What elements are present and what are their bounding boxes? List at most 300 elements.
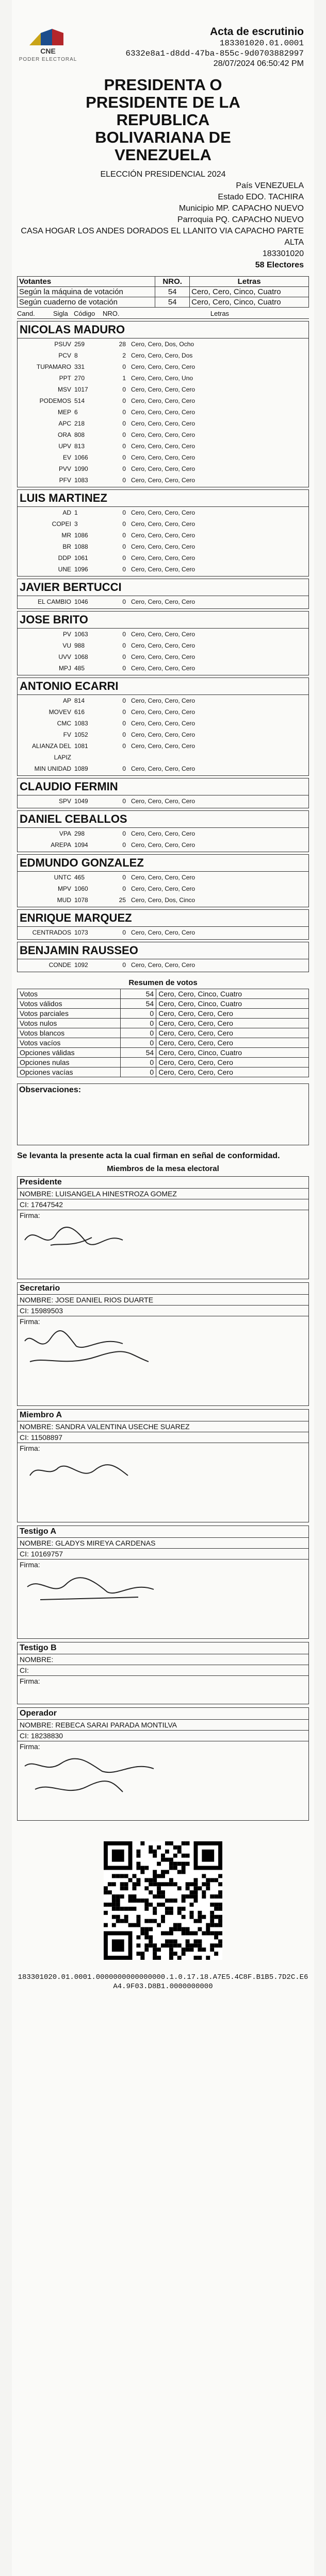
acta-receipt bbox=[12, 0, 314, 2576]
party-code: 485 bbox=[74, 665, 85, 672]
party-row bbox=[18, 795, 308, 807]
candidates-subheader bbox=[17, 310, 309, 319]
candidate-name: NICOLAS MADURO bbox=[18, 321, 308, 338]
party-votes: 0 bbox=[122, 566, 126, 573]
party-abbr: CONDE bbox=[48, 961, 71, 969]
resumen-letras: Cero, Cero, Cero, Cero bbox=[156, 1058, 309, 1067]
party-votes: 0 bbox=[122, 665, 126, 672]
party-row bbox=[18, 959, 308, 971]
election-title-line: REPUBLICA bbox=[116, 111, 210, 129]
resumen-label: Opciones válidas bbox=[18, 1048, 121, 1058]
members-list bbox=[17, 1176, 309, 1821]
cne-logo bbox=[17, 21, 79, 62]
table-row bbox=[18, 1038, 309, 1048]
municipio: Municipio MP. CAPACHO NUEVO bbox=[178, 204, 304, 213]
party-abbr: MUD bbox=[57, 896, 71, 904]
resumen-nro: 0 bbox=[121, 1058, 156, 1067]
member-ci: CI: 17647542 bbox=[18, 1199, 308, 1210]
party-row bbox=[18, 350, 308, 361]
party-code: 331 bbox=[74, 363, 85, 370]
resumen-nro: 0 bbox=[121, 1028, 156, 1038]
candidate-name: JAVIER BERTUCCI bbox=[18, 579, 308, 596]
party-row bbox=[18, 828, 308, 839]
qr-code-icon bbox=[104, 1841, 222, 1960]
votantes-nro: 54 bbox=[155, 297, 190, 308]
member-ci: CI: bbox=[18, 1665, 308, 1676]
nro-header: NRO. bbox=[155, 277, 190, 287]
party-votes: 0 bbox=[122, 554, 126, 562]
party-votes: 0 bbox=[122, 720, 126, 727]
party-votes-words: Cero, Cero, Cero, Cero bbox=[131, 443, 195, 450]
resumen-table bbox=[17, 989, 309, 1077]
member-nombre: NOMBRE: JOSE DANIEL RIOS DUARTE bbox=[18, 1295, 308, 1306]
subheader-codigo: Código bbox=[74, 310, 95, 317]
table-row bbox=[18, 297, 309, 308]
candidate-name: ENRIQUE MARQUEZ bbox=[18, 910, 308, 927]
party-code: 814 bbox=[74, 697, 85, 704]
table-row bbox=[18, 1048, 309, 1058]
party-votes-words: Cero, Cero, Cero, Cero bbox=[131, 397, 195, 404]
party-code: 1086 bbox=[74, 532, 88, 539]
resumen-label: Opciones vacías bbox=[18, 1067, 121, 1077]
table-row bbox=[18, 999, 309, 1009]
party-votes-words: Cero, Cero, Cero, Cero bbox=[131, 532, 195, 539]
party-code: 1052 bbox=[74, 731, 88, 738]
election-name: ELECCIÓN PRESIDENCIAL 2024 bbox=[100, 170, 226, 179]
party-abbr: VPA bbox=[59, 830, 71, 837]
party-votes: 0 bbox=[122, 431, 126, 438]
party-row bbox=[18, 395, 308, 406]
party-code: 3 bbox=[74, 520, 78, 528]
party-votes-words: Cero, Cero, Cero, Cero bbox=[131, 874, 195, 881]
party-abbr: BR bbox=[62, 543, 71, 550]
member-role: Miembro A bbox=[18, 1410, 308, 1421]
member-role: Operador bbox=[18, 1708, 308, 1720]
table-row bbox=[18, 1067, 309, 1077]
centro: CASA HOGAR LOS ANDES DORADOS EL LLANITO VIA CAPACHO PARTE ALTA bbox=[21, 227, 304, 247]
candidate-name: DANIEL CEBALLOS bbox=[18, 811, 308, 828]
party-code: 1061 bbox=[74, 554, 88, 562]
party-votes-words: Cero, Cero, Cero, Cero bbox=[131, 477, 195, 484]
table-row bbox=[18, 1028, 309, 1038]
party-votes: 0 bbox=[122, 363, 126, 370]
party-votes-words: Cero, Cero, Cero, Cero bbox=[131, 566, 195, 573]
party-abbr: ALIANZA DEL LAPIZ bbox=[31, 742, 71, 761]
party-row bbox=[18, 763, 308, 774]
party-abbr: MR bbox=[61, 532, 71, 539]
party-abbr: MEP bbox=[57, 409, 71, 416]
candidates-list bbox=[17, 321, 309, 972]
resumen-label: Votos bbox=[18, 989, 121, 999]
party-row bbox=[18, 518, 308, 530]
party-row bbox=[18, 474, 308, 486]
party-abbr: UNE bbox=[58, 566, 71, 573]
member-role: Presidente bbox=[18, 1177, 308, 1189]
party-code: 1089 bbox=[74, 765, 88, 772]
party-votes: 0 bbox=[122, 465, 126, 472]
resumen-label: Votos nulos bbox=[18, 1019, 121, 1028]
party-row bbox=[18, 463, 308, 474]
party-votes-words: Cero, Cero, Cero, Cero bbox=[131, 520, 195, 528]
party-row bbox=[18, 507, 308, 518]
party-votes: 1 bbox=[122, 375, 126, 382]
votantes-header: Votantes bbox=[18, 277, 155, 287]
party-abbr: EV bbox=[62, 454, 71, 461]
observaciones-label: Observaciones: bbox=[19, 1086, 82, 1094]
party-row bbox=[18, 894, 308, 906]
resumen-nro: 54 bbox=[121, 1048, 156, 1058]
member-role: Secretario bbox=[18, 1283, 308, 1295]
acta-hash-code: 6332e8a1-d8dd-47ba-855c-9d0703882997 bbox=[125, 49, 304, 58]
acta-meta bbox=[79, 21, 309, 69]
party-row bbox=[18, 338, 308, 350]
resumen-nro: 0 bbox=[121, 1067, 156, 1077]
acta-header bbox=[17, 21, 309, 69]
resumen-letras: Cero, Cero, Cero, Cero bbox=[156, 1067, 309, 1077]
party-votes: 0 bbox=[122, 742, 126, 750]
resumen-letras: Cero, Cero, Cero, Cero bbox=[156, 1028, 309, 1038]
candidate-block bbox=[17, 854, 309, 907]
party-votes-words: Cero, Cero, Cero, Cero bbox=[131, 961, 195, 969]
party-votes: 0 bbox=[122, 731, 126, 738]
party-abbr: MPJ bbox=[59, 665, 71, 672]
party-row bbox=[18, 552, 308, 564]
member-firma-area bbox=[18, 1676, 308, 1704]
party-row bbox=[18, 729, 308, 740]
candidate-name: BENJAMIN RAUSSEO bbox=[18, 942, 308, 959]
party-votes-words: Cero, Cero, Cero, Cero bbox=[131, 543, 195, 550]
cne-logo-icon bbox=[25, 26, 71, 57]
party-abbr: PFV bbox=[59, 477, 71, 484]
party-votes-words: Cero, Cero, Cero, Cero bbox=[131, 465, 195, 472]
party-abbr: ORA bbox=[57, 431, 71, 438]
party-code: 8 bbox=[74, 352, 78, 359]
party-votes: 0 bbox=[122, 477, 126, 484]
party-votes-words: Cero, Cero, Cero, Cero bbox=[131, 731, 195, 738]
party-row bbox=[18, 883, 308, 894]
party-abbr: DDP bbox=[58, 554, 71, 562]
party-abbr: COPEI bbox=[52, 520, 71, 528]
subheader-letras: Letras bbox=[210, 310, 230, 317]
resumen-label: Votos blancos bbox=[18, 1028, 121, 1038]
party-code: 1063 bbox=[74, 631, 88, 638]
election-title bbox=[17, 76, 309, 164]
party-code: 1068 bbox=[74, 653, 88, 660]
party-abbr: SPV bbox=[58, 798, 71, 805]
party-code: 1 bbox=[74, 509, 78, 516]
resumen-title: Resumen de votos bbox=[128, 978, 198, 987]
party-votes-words: Cero, Cero, Dos, Cinco bbox=[131, 896, 195, 904]
member-firma-area bbox=[18, 1741, 308, 1820]
party-votes: 0 bbox=[122, 929, 126, 936]
party-code: 1094 bbox=[74, 841, 88, 849]
party-votes: 25 bbox=[119, 896, 126, 904]
member-block bbox=[17, 1176, 309, 1279]
party-code: 1092 bbox=[74, 961, 88, 969]
votantes-letras: Cero, Cero, Cinco, Cuatro bbox=[190, 287, 309, 297]
resumen-label: Votos vacíos bbox=[18, 1038, 121, 1048]
party-votes: 0 bbox=[122, 653, 126, 660]
party-abbr: PSUV bbox=[54, 341, 71, 348]
party-row bbox=[18, 541, 308, 552]
party-abbr: AREPA bbox=[51, 841, 71, 849]
candidate-name: ANTONIO ECARRI bbox=[18, 678, 308, 695]
candidate-name: CLAUDIO FERMIN bbox=[18, 778, 308, 795]
party-votes: 0 bbox=[122, 631, 126, 638]
party-code: 1081 bbox=[74, 742, 88, 750]
party-row bbox=[18, 429, 308, 440]
party-votes: 0 bbox=[122, 885, 126, 892]
party-code: 808 bbox=[74, 431, 85, 438]
signature-icon bbox=[20, 1326, 174, 1403]
party-votes-words: Cero, Cero, Cero, Dos bbox=[131, 352, 193, 359]
party-votes: 0 bbox=[122, 520, 126, 528]
member-block bbox=[17, 1282, 309, 1406]
member-nombre: NOMBRE: REBECA SARAI PARADA MONTILVA bbox=[18, 1720, 308, 1731]
party-votes: 2 bbox=[122, 352, 126, 359]
party-votes-words: Cero, Cero, Cero, Cero bbox=[131, 720, 195, 727]
party-votes-words: Cero, Cero, Cero, Cero bbox=[131, 885, 195, 892]
party-votes: 28 bbox=[119, 341, 126, 348]
signature-icon bbox=[20, 1569, 174, 1636]
member-firma-label: Firma: bbox=[20, 1317, 40, 1326]
party-abbr: PV bbox=[62, 631, 71, 638]
party-row bbox=[18, 839, 308, 851]
party-votes: 0 bbox=[122, 509, 126, 516]
resumen-letras: Cero, Cero, Cero, Cero bbox=[156, 1019, 309, 1028]
party-votes: 0 bbox=[122, 642, 126, 649]
member-firma-area bbox=[18, 1210, 308, 1279]
member-ci: CI: 11508897 bbox=[18, 1432, 308, 1443]
party-votes: 0 bbox=[122, 443, 126, 450]
party-code: 6 bbox=[74, 409, 78, 416]
party-votes: 0 bbox=[122, 798, 126, 805]
acta-timestamp: 28/07/2024 06:50:42 PM bbox=[213, 59, 304, 68]
election-title-line: VENEZUELA bbox=[115, 146, 211, 164]
party-abbr: FV bbox=[63, 731, 71, 738]
party-abbr: AD bbox=[62, 509, 71, 516]
party-code: 1083 bbox=[74, 720, 88, 727]
election-title-line: PRESIDENTA O bbox=[104, 76, 222, 94]
party-code: 813 bbox=[74, 443, 85, 450]
candidate-block bbox=[17, 810, 309, 852]
party-row bbox=[18, 629, 308, 640]
party-votes: 0 bbox=[122, 765, 126, 772]
party-code: 514 bbox=[74, 397, 85, 404]
observaciones-box bbox=[17, 1083, 309, 1145]
party-code: 1060 bbox=[74, 885, 88, 892]
party-abbr: TUPAMARO bbox=[36, 363, 71, 370]
party-votes-words: Cero, Cero, Cero, Cero bbox=[131, 409, 195, 416]
signature-icon bbox=[20, 1452, 174, 1519]
party-votes: 0 bbox=[122, 454, 126, 461]
resumen-nro: 0 bbox=[121, 1019, 156, 1028]
estado: Estado EDO. TACHIRA bbox=[218, 193, 304, 201]
party-votes-words: Cero, Cero, Dos, Ocho bbox=[131, 341, 194, 348]
party-abbr: CENTRADOS bbox=[32, 929, 71, 936]
party-abbr: VU bbox=[62, 642, 71, 649]
party-votes-words: Cero, Cero, Cero, Cero bbox=[131, 642, 195, 649]
party-votes-words: Cero, Cero, Cero, Cero bbox=[131, 631, 195, 638]
party-abbr: UNTC bbox=[54, 874, 71, 881]
member-block bbox=[17, 1526, 309, 1639]
party-abbr: MIN UNIDAD bbox=[34, 765, 71, 772]
party-votes: 0 bbox=[122, 409, 126, 416]
candidate-block bbox=[17, 321, 309, 487]
candidate-block bbox=[17, 942, 309, 972]
qr-code bbox=[17, 1841, 309, 1962]
letras-header: Letras bbox=[190, 277, 309, 287]
party-abbr: PVV bbox=[58, 465, 71, 472]
party-row bbox=[18, 663, 308, 674]
resumen-letras: Cero, Cero, Cero, Cero bbox=[156, 1009, 309, 1019]
party-votes: 0 bbox=[122, 961, 126, 969]
mesa-title: Miembros de la mesa electoral bbox=[107, 1164, 219, 1173]
member-nombre: NOMBRE: LUISANGELA HINESTROZA GOMEZ bbox=[18, 1189, 308, 1199]
party-votes-words: Cero, Cero, Cero, Cero bbox=[131, 363, 195, 370]
party-abbr: MPV bbox=[57, 885, 71, 892]
conformidad-text: Se levanta la presente acta la cual firman en señal de conformidad. bbox=[17, 1151, 280, 1160]
votantes-label: Según cuaderno de votación bbox=[18, 297, 155, 308]
party-votes: 0 bbox=[122, 841, 126, 849]
party-votes-words: Cero, Cero, Cero, Cero bbox=[131, 598, 195, 605]
party-votes-words: Cero, Cero, Cero, Cero bbox=[131, 653, 195, 660]
member-ci: CI: 15989503 bbox=[18, 1306, 308, 1316]
party-abbr: MOVEV bbox=[48, 708, 71, 716]
party-votes: 0 bbox=[122, 830, 126, 837]
party-code: 988 bbox=[74, 642, 85, 649]
centro-code: 183301020 bbox=[262, 249, 304, 258]
party-code: 1088 bbox=[74, 543, 88, 550]
party-votes-words: Cero, Cero, Cero, Cero bbox=[131, 431, 195, 438]
party-code: 218 bbox=[74, 420, 85, 427]
resumen-label: Votos parciales bbox=[18, 1009, 121, 1019]
party-abbr: CMC bbox=[57, 720, 71, 727]
party-code: 1017 bbox=[74, 386, 88, 393]
resumen-nro: 54 bbox=[121, 999, 156, 1009]
table-row bbox=[18, 287, 309, 297]
candidate-block bbox=[17, 778, 309, 808]
candidate-name: LUIS MARTINEZ bbox=[18, 490, 308, 507]
party-votes-words: Cero, Cero, Cero, Cero bbox=[131, 929, 195, 936]
table-row bbox=[18, 1009, 309, 1019]
party-row bbox=[18, 406, 308, 418]
election-title-line: PRESIDENTE DE LA bbox=[86, 93, 240, 111]
location-block bbox=[17, 169, 309, 270]
party-code: 1046 bbox=[74, 598, 88, 605]
party-row bbox=[18, 530, 308, 541]
party-code: 1078 bbox=[74, 896, 88, 904]
election-title-line: BOLIVARIANA DE bbox=[95, 128, 231, 146]
party-row bbox=[18, 440, 308, 452]
logo-text: CNE bbox=[40, 47, 56, 55]
party-code: 1090 bbox=[74, 465, 88, 472]
party-code: 465 bbox=[74, 874, 85, 881]
footer-hash: 183301020.01.0001.0000000000000000.1.0.17.18.A7E5.4C8F.B1B5.7D2C.E6A4.9F03.D8B1.0000000000 bbox=[18, 1973, 308, 1991]
member-firma-area bbox=[18, 1316, 308, 1405]
candidate-block bbox=[17, 909, 309, 940]
party-votes-words: Cero, Cero, Cero, Cero bbox=[131, 386, 195, 393]
party-row bbox=[18, 872, 308, 883]
resumen-label: Opciones nulas bbox=[18, 1058, 121, 1067]
resumen-letras: Cero, Cero, Cinco, Cuatro bbox=[156, 989, 309, 999]
candidate-block bbox=[17, 489, 309, 577]
subheader-sigla: Sigla bbox=[53, 310, 68, 317]
candidate-name: JOSE BRITO bbox=[18, 612, 308, 629]
party-row bbox=[18, 372, 308, 384]
party-row bbox=[18, 695, 308, 706]
member-block bbox=[17, 1707, 309, 1821]
party-votes: 0 bbox=[122, 697, 126, 704]
member-ci: CI: 10169757 bbox=[18, 1549, 308, 1560]
party-code: 270 bbox=[74, 375, 85, 382]
party-abbr: PODEMOS bbox=[39, 397, 71, 404]
resumen-letras: Cero, Cero, Cinco, Cuatro bbox=[156, 999, 309, 1009]
party-row bbox=[18, 418, 308, 429]
party-votes-words: Cero, Cero, Cero, Cero bbox=[131, 554, 195, 562]
member-nombre: NOMBRE: GLADYS MIREYA CARDENAS bbox=[18, 1538, 308, 1549]
party-votes-words: Cero, Cero, Cero, Cero bbox=[131, 420, 195, 427]
party-abbr: PCV bbox=[58, 352, 71, 359]
member-nombre: NOMBRE: SANDRA VALENTINA USECHE SUAREZ bbox=[18, 1421, 308, 1432]
party-votes-words: Cero, Cero, Cero, Cero bbox=[131, 697, 195, 704]
parroquia: Parroquia PQ. CAPACHO NUEVO bbox=[177, 215, 304, 224]
votantes-table bbox=[17, 276, 309, 308]
party-row bbox=[18, 564, 308, 575]
party-row bbox=[18, 452, 308, 463]
member-firma-label: Firma: bbox=[20, 1742, 40, 1751]
party-votes: 0 bbox=[122, 543, 126, 550]
votantes-nro: 54 bbox=[155, 287, 190, 297]
subheader-cand: Cand. bbox=[17, 310, 35, 317]
resumen-label: Votos válidos bbox=[18, 999, 121, 1009]
resumen-letras: Cero, Cero, Cero, Cero bbox=[156, 1038, 309, 1048]
party-code: 1049 bbox=[74, 798, 88, 805]
member-role: Testigo B bbox=[18, 1642, 308, 1654]
party-votes: 0 bbox=[122, 708, 126, 716]
candidate-block bbox=[17, 677, 309, 776]
party-votes-words: Cero, Cero, Cero, Cero bbox=[131, 454, 195, 461]
party-votes: 0 bbox=[122, 598, 126, 605]
party-code: 1066 bbox=[74, 454, 88, 461]
party-votes: 0 bbox=[122, 386, 126, 393]
party-votes-words: Cero, Cero, Cero, Cero bbox=[131, 742, 195, 750]
member-firma-label: Firma: bbox=[20, 1444, 40, 1452]
member-firma-label: Firma: bbox=[20, 1561, 40, 1569]
party-code: 298 bbox=[74, 830, 85, 837]
party-abbr: APC bbox=[58, 420, 71, 427]
party-votes-words: Cero, Cero, Cero, Cero bbox=[131, 830, 195, 837]
votantes-label: Según la máquina de votación bbox=[18, 287, 155, 297]
party-votes-words: Cero, Cero, Cero, Cero bbox=[131, 798, 195, 805]
table-row bbox=[18, 1058, 309, 1067]
table-row bbox=[18, 989, 309, 999]
votantes-header-row bbox=[18, 277, 309, 287]
acta-title: Acta de escrutinio bbox=[209, 26, 304, 38]
party-abbr: UVV bbox=[58, 653, 71, 660]
candidate-block bbox=[17, 611, 309, 675]
party-votes-words: Cero, Cero, Cero, Cero bbox=[131, 708, 195, 716]
logo-subtitle: PODER ELECTORAL bbox=[19, 57, 77, 62]
electores-count: 58 Electores bbox=[255, 261, 304, 269]
party-abbr: UPV bbox=[58, 443, 71, 450]
party-code: 616 bbox=[74, 708, 85, 716]
party-row bbox=[18, 706, 308, 718]
party-votes: 0 bbox=[122, 532, 126, 539]
party-votes: 0 bbox=[122, 397, 126, 404]
member-firma-area bbox=[18, 1560, 308, 1638]
candidate-block bbox=[17, 579, 309, 609]
